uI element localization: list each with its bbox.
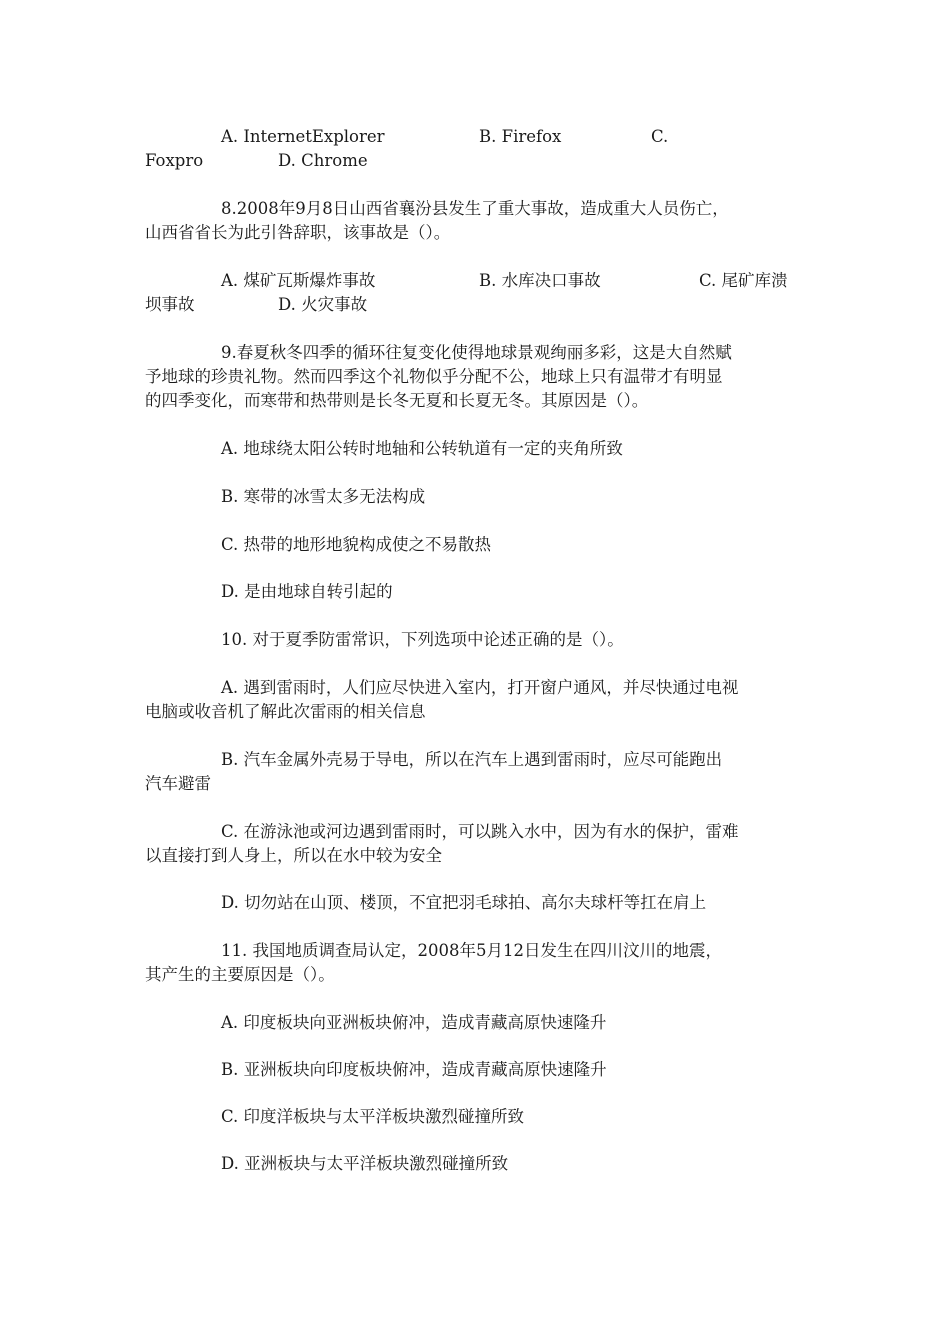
q11-option-a: A. 印度板块向亚洲板块俯冲，造成青藏高原快速隆升 (221, 1013, 607, 1032)
q10-option-a-line2: 电脑或收音机了解此次雷雨的相关信息 (145, 702, 426, 721)
q8-option-a: A. 煤矿瓦斯爆炸事故 (221, 271, 376, 290)
q10-option-a-line1: A. 遇到雷雨时，人们应尽快进入室内，打开窗户通风，并尽快通过电视 (221, 678, 739, 697)
q10-stem: 10. 对于夏季防雷常识，下列选项中论述正确的是（）。 (221, 630, 624, 649)
q8-option-b: B. 水库决口事故 (479, 271, 601, 290)
q7-option-d: D. Chrome (278, 151, 368, 170)
q10-option-b-line1: B. 汽车金属外壳易于导电，所以在汽车上遇到雷雨时，应尽可能跑出 (221, 750, 723, 769)
q7-options-row1 (145, 125, 810, 149)
q11-option-b: B. 亚洲板块向印度板块俯冲，造成青藏高原快速隆升 (221, 1060, 607, 1079)
q8-stem-line1: 8.2008年9月8日山西省襄汾县发生了重大事故，造成重大人员伤亡， (221, 199, 729, 218)
q11-option-d: D. 亚洲板块与太平洋板块激烈碰撞所致 (221, 1154, 509, 1173)
q8-option-d: D. 火灾事故 (278, 295, 368, 314)
q7-option-c-start: C. (651, 127, 669, 146)
q7-option-b: B. Firefox (479, 127, 562, 146)
q8-option-c-end: 坝事故 (145, 295, 195, 314)
q9-stem-line3: 的四季变化，而寒带和热带则是长冬无夏和长夏无冬。其原因是（）。 (145, 391, 649, 410)
q9-stem-line2: 予地球的珍贵礼物。然而四季这个礼物似乎分配不公，地球上只有温带才有明显 (145, 367, 723, 386)
q9-option-b: B. 寒带的冰雪太多无法构成 (221, 487, 426, 506)
q10-option-b-line2: 汽车避雷 (145, 774, 211, 793)
q8-options-row2 (145, 293, 810, 317)
q10-option-d: D. 切勿站在山顶、楼顶，不宜把羽毛球拍、高尔夫球杆等扛在肩上 (221, 893, 707, 912)
q8-stem-line2: 山西省省长为此引咎辞职，该事故是（）。 (145, 223, 451, 242)
q10-option-c-line1: C. 在游泳池或河边遇到雷雨时，可以跳入水中，因为有水的保护，雷难 (221, 822, 739, 841)
q9-stem-line1: 9.春夏秋冬四季的循环往复变化使得地球景观绚丽多彩，这是大自然赋 (221, 343, 732, 362)
q7-options-row2 (145, 149, 810, 173)
q9-option-c: C. 热带的地形地貌构成使之不易散热 (221, 535, 492, 554)
q7-option-c-end: Foxpro (145, 151, 204, 170)
q8-options-row1 (145, 269, 810, 293)
q11-stem-line2: 其产生的主要原因是（）。 (145, 965, 335, 984)
q11-option-c: C. 印度洋板块与太平洋板块激烈碰撞所致 (221, 1107, 525, 1126)
q9-option-a: A. 地球绕太阳公转时地轴和公转轨道有一定的夹角所致 (221, 439, 623, 458)
q11-stem-line1: 11. 我国地质调查局认定，2008年5月12日发生在四川汶川的地震， (221, 941, 722, 960)
q9-option-d: D. 是由地球自转引起的 (221, 582, 393, 601)
q7-option-a: A. InternetExplorer (221, 127, 385, 146)
q10-option-c-line2: 以直接打到人身上，所以在水中较为安全 (145, 846, 442, 865)
q8-option-c-start: C. 尾矿库溃 (699, 271, 788, 290)
